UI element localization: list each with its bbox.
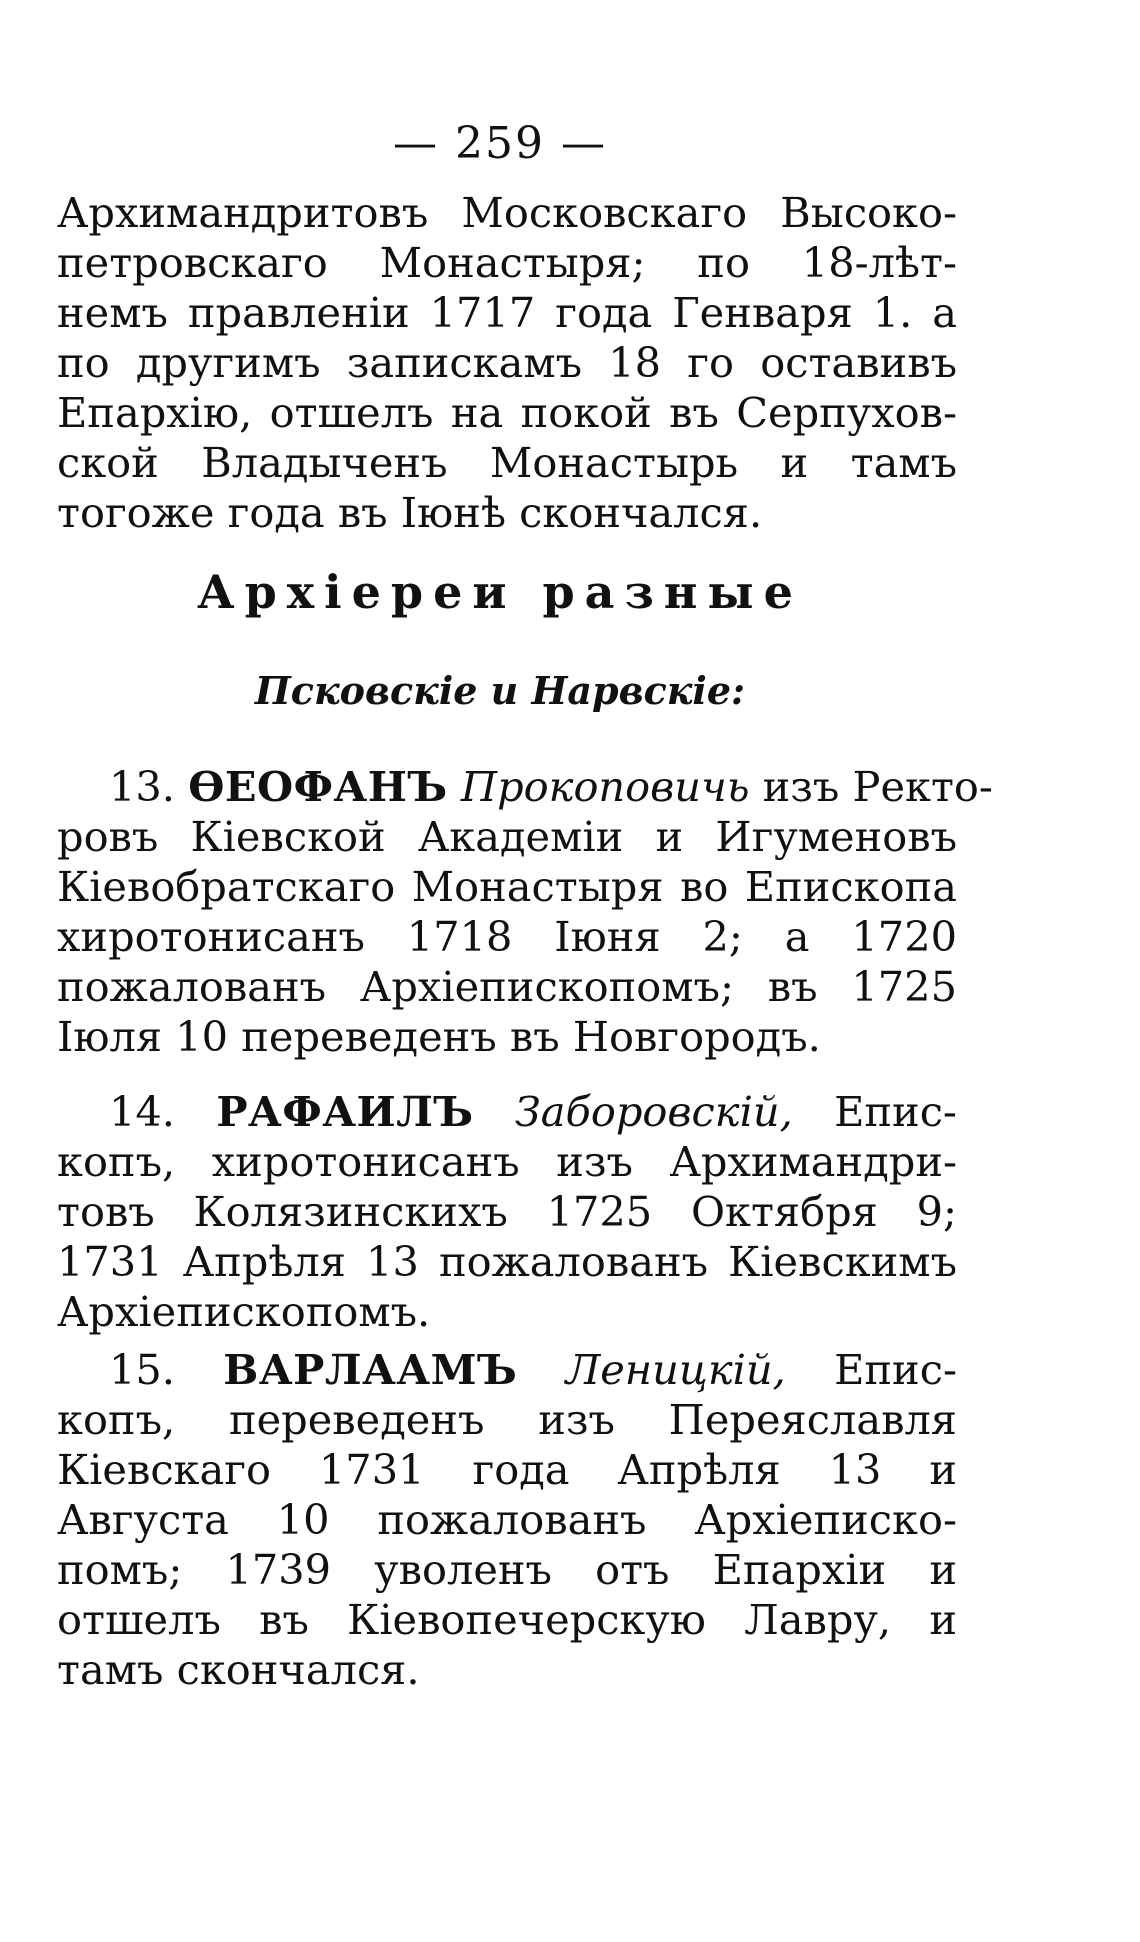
entry-first-line	[57, 762, 993, 812]
text-line: пожалованъ Архіепископомъ; въ 1725	[57, 962, 957, 1011]
text-line: копъ, переведенъ изъ Переяславля	[57, 1395, 957, 1444]
entry-number: 13.	[109, 762, 175, 811]
text-line: немъ правленіи 1717 года Генваря 1. а	[57, 288, 957, 337]
entry-surname: Заборовскій,	[514, 1087, 793, 1136]
text-line: ской Владыченъ Монастырь и тамъ	[57, 438, 957, 487]
text-line: Августа 10 пожалованъ Архіеписко-	[57, 1495, 957, 1544]
entry-14	[57, 1087, 957, 1337]
text-line: Архимандритовъ Московскаго Высоко-	[57, 188, 957, 237]
text-line: ровъ Кіевской Академіи и Игуменовъ	[57, 812, 957, 861]
entry-text: Епис-	[834, 1087, 957, 1136]
text-line: помъ; 1739 уволенъ отъ Епархіи и	[57, 1545, 957, 1594]
entry-name: ВАРЛААМЪ	[223, 1345, 518, 1394]
text-line: товъ Колязинскихъ 1725 Октября 9;	[57, 1187, 957, 1236]
entry-name: РАФАИЛЪ	[216, 1087, 474, 1136]
paragraph-archimandrites	[57, 188, 957, 538]
text-line: Кіевскаго 1731 года Апрѣля 13 и	[57, 1445, 957, 1494]
entry-15	[57, 1345, 957, 1695]
entry-number: 15.	[109, 1345, 175, 1394]
section-heading: Архіереи разные	[197, 565, 803, 619]
text-line: отшелъ въ Кіевопечерскую Лавру, и	[57, 1595, 957, 1644]
entry-text: изъ Ректо-	[762, 762, 993, 811]
text-line: Кіевобратскаго Монастыря во Епископа	[57, 862, 957, 911]
entry-surname: Прокоповичь	[460, 762, 750, 811]
text-line: 1731 Апрѣля 13 пожалованъ Кіевскимъ	[57, 1237, 957, 1286]
entry-first-line	[57, 1345, 957, 1395]
entry-surname: Леницкій,	[565, 1345, 786, 1394]
entry-text: Епис-	[834, 1345, 957, 1394]
page-number: — 259 —	[393, 118, 607, 169]
text-line: по другимъ запискамъ 18 го оставивъ	[57, 338, 957, 387]
section-subheading: Псковскіе и Нарвскіе:	[254, 668, 746, 713]
entry-name: ѲЕОФАНЪ	[188, 762, 448, 811]
entry-number: 14.	[109, 1087, 175, 1136]
entry-first-line	[57, 1087, 957, 1137]
text-line: петровскаго Монастыря; по 18-лѣт-	[57, 238, 957, 287]
text-line: Архіепископомъ.	[57, 1287, 431, 1336]
text-line: тогоже года въ Іюнѣ скончался.	[57, 488, 763, 537]
entry-13	[57, 762, 993, 1062]
text-line: Епархію, отшелъ на покой въ Серпухов-	[57, 388, 957, 437]
text-line: Іюля 10 переведенъ въ Новгородъ.	[57, 1012, 821, 1061]
text-line: копъ, хиротонисанъ изъ Архимандри-	[57, 1137, 957, 1186]
text-line: тамъ скончался.	[57, 1645, 420, 1694]
text-line: хиротонисанъ 1718 Іюня 2; а 1720	[57, 912, 957, 961]
